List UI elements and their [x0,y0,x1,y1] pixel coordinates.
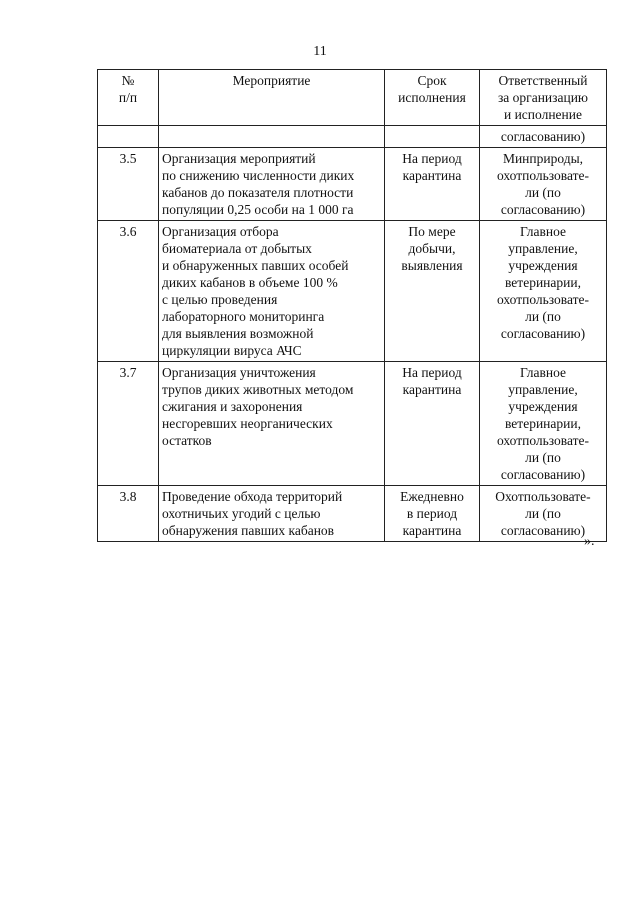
activity-cell [159,486,385,542]
cell-text-line: популяции 0,25 особи на 1 000 га [162,202,354,217]
cell-text-line: для выявления возможной [162,326,314,341]
header-num [98,70,159,126]
cell-text-line: № [121,73,135,88]
cell-text-line: учреждения [508,399,578,414]
closing-quote-mark: ». [584,534,595,549]
term-cell [385,221,480,362]
continuation-num [98,126,159,148]
cell-text-line: добычи, [408,241,456,256]
cell-text-line: Главное [519,224,567,239]
cell-text-line: учреждения [508,258,578,273]
term-cell [385,486,480,542]
cell-text-line: трупов диких животных методом [162,382,354,397]
cell-text-line: в период [406,506,458,521]
cell-text-line: согласованию) [500,202,586,217]
cell-text-line: управление, [508,241,578,256]
header-activity [159,70,385,126]
cell-text-line: лабораторного мониторинга [162,309,325,324]
cell-text-line: Охотпользовате- [495,489,591,504]
header-responsible [480,70,607,126]
measures-table [97,69,607,542]
cell-text-line: кабанов до показателя плотности [162,185,354,200]
cell-text-line: диких кабанов в объеме 100 % [162,275,338,290]
cell-text-line: и исполнение [503,107,582,122]
row-number: 3.7 [98,362,159,486]
activity-cell [159,148,385,221]
cell-text-line: карантина [402,523,462,538]
header-term [385,70,480,126]
cell-text-line: циркуляции вируса АЧС [162,343,302,358]
cell-text-line: остатков [162,433,212,448]
cell-text-line: Организация уничтожения [162,365,316,380]
cell-text-line: Мероприятие [232,73,311,88]
continuation-responsible [480,126,607,148]
cell-text-line: несгоревших неорганических [162,416,333,431]
cell-text-line: ветеринарии, [505,275,581,290]
continuation-term [385,126,480,148]
table-header-row [98,70,607,126]
term-cell [385,362,480,486]
cell-text-line: с целью проведения [162,292,278,307]
cell-text-line: ветеринарии, [505,416,581,431]
cell-text-line: за организацию [497,90,589,105]
activity-cell [159,221,385,362]
cell-text-line: Минприроды, [502,151,584,166]
cell-text-line: согласованию) [500,326,586,341]
cell-text-line: согласованию) [500,467,586,482]
page-number: 11 [313,44,327,59]
row-number: 3.6 [98,221,159,362]
cell-text-line: управление, [508,382,578,397]
cell-text-line: Срок [417,73,447,88]
cell-text-line: По мере [408,224,456,239]
table-row [98,362,607,486]
cell-text-line: выявления [401,258,463,273]
cell-text-line: согласованию) [500,129,586,144]
cell-text-line: охотпользовате- [496,168,590,183]
row-number: 3.8 [98,486,159,542]
cell-text-line: исполнения [398,90,466,105]
responsible-cell [480,362,607,486]
cell-text-line: Главное [519,365,567,380]
row-number: 3.5 [98,148,159,221]
cell-text-line: обнаружения павших кабанов [162,523,335,538]
table-row [98,148,607,221]
cell-text-line: ли (по [525,309,561,324]
cell-text-line: ли (по [525,185,561,200]
cell-text-line: На период [402,151,462,166]
cell-text-line: Организация мероприятий [162,151,316,166]
cell-text-line: п/п [118,90,138,105]
responsible-cell [480,148,607,221]
cell-text-line: Организация отбора [162,224,279,239]
cell-text-line: охотпользовате- [496,292,590,307]
table-row [98,486,607,542]
cell-text-line: Ежедневно [400,489,464,504]
cell-text-line: Ответственный [498,73,588,88]
cell-text-line: ли (по [525,450,561,465]
cell-text-line: биоматериала от добытых [162,241,312,256]
continuation-activity [159,126,385,148]
table-row [98,221,607,362]
cell-text-line: охотничьих угодий с целью [162,506,321,521]
responsible-cell [480,221,607,362]
cell-text-line: На период [402,365,462,380]
cell-text-line: карантина [402,382,462,397]
cell-text-line: согласованию) [500,523,586,538]
cell-text-line: и обнаруженных павших особей [162,258,349,273]
cell-text-line: охотпользовате- [496,433,590,448]
cell-text-line: карантина [402,168,462,183]
cell-text-line: сжигания и захоронения [162,399,303,414]
term-cell [385,148,480,221]
cell-text-line: ли (по [525,506,561,521]
continuation-row [98,126,607,148]
activity-cell [159,362,385,486]
cell-text-line: Проведение обхода территорий [162,489,343,504]
cell-text-line: по снижению численности диких [162,168,355,183]
